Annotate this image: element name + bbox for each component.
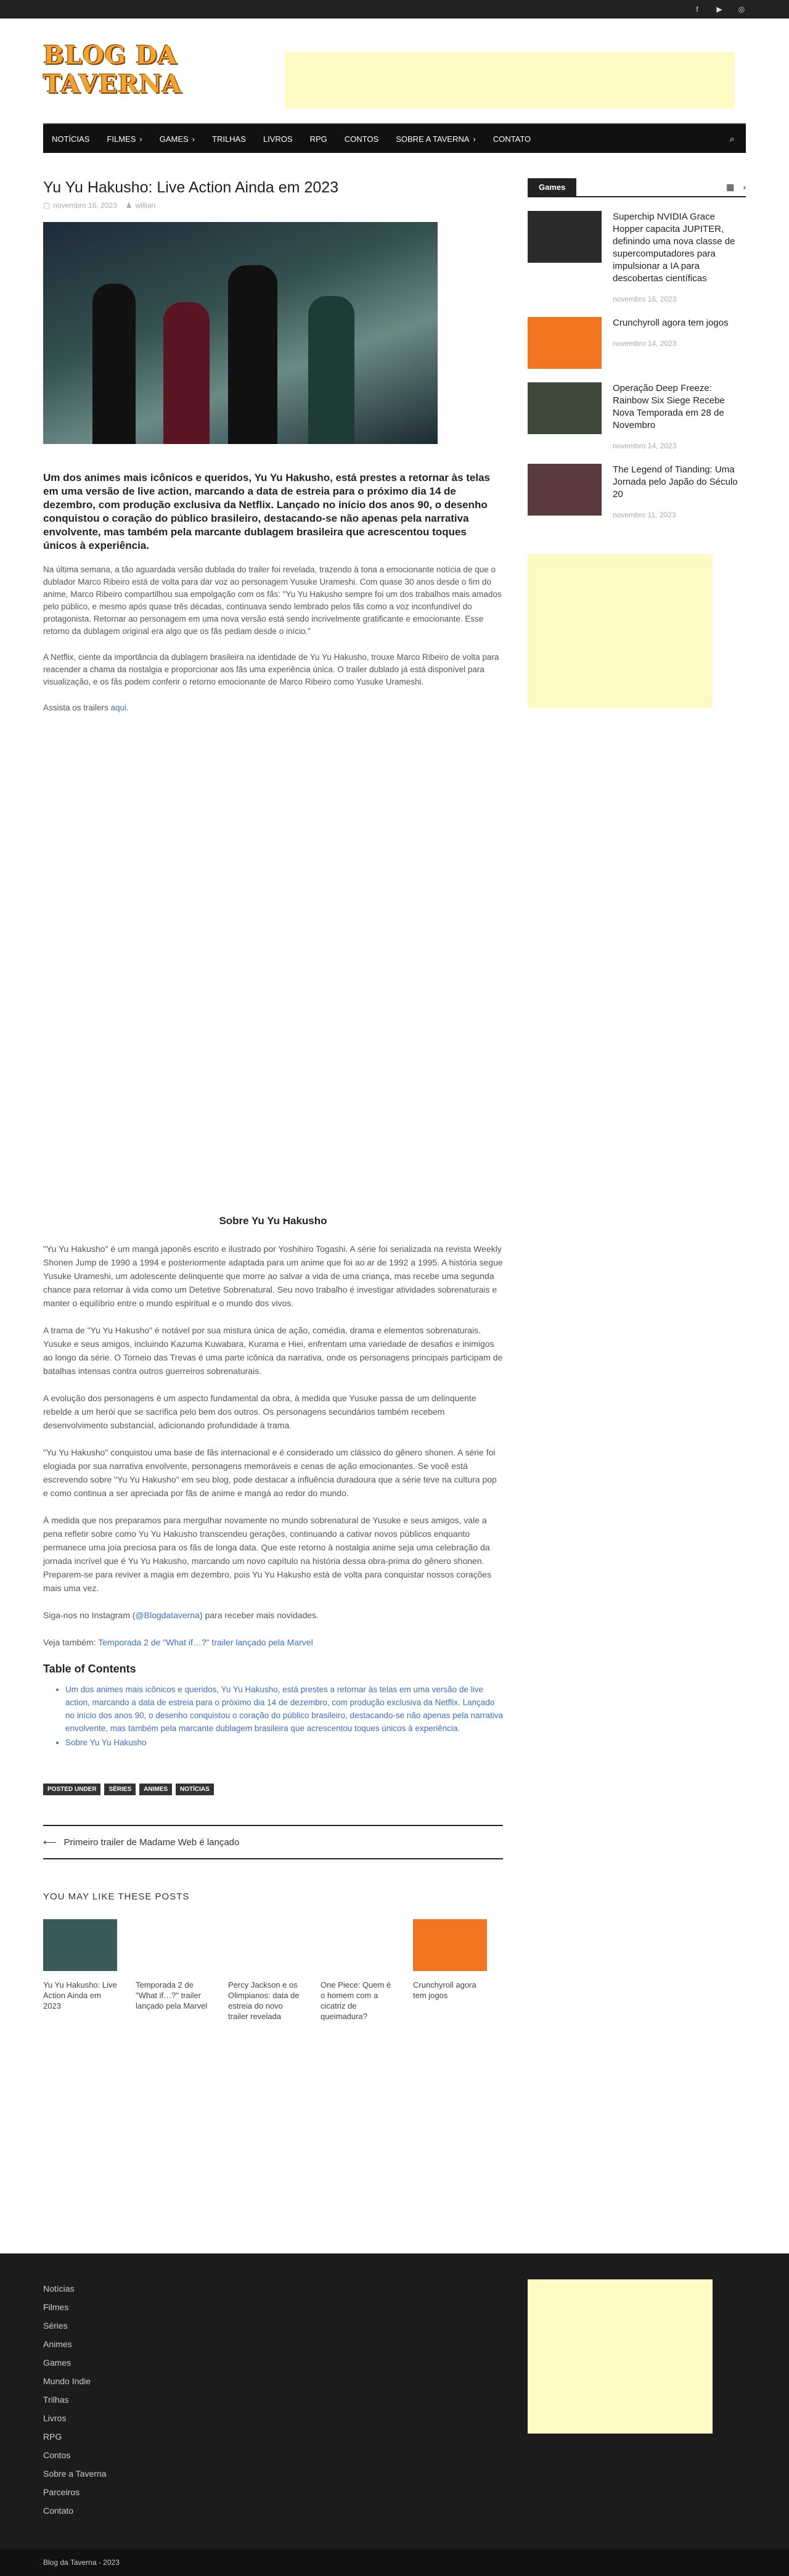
related-post-thumbnail[interactable] bbox=[136, 1919, 210, 1971]
search-icon[interactable]: ⌕ bbox=[729, 133, 735, 144]
article-paragraph: "Yu Yu Hakusho" conquistou uma base de fãs internacional e é considerado um clássico do gênero shonen. A série foi elogiada por sua narrativa envolvente, personagens memoráveis e cenas de ação emocionantes. Se você está escrevendo sobre "Yu Yu Hakusho" em seu blog, pode destacar a influência duradoura que a série teve na cultura pop e como continua a ser apreciada por fãs de anime e mangá ao redor do mundo. bbox=[43, 1447, 497, 1498]
toc-item[interactable]: • Um dos animes mais icônicos e queridos, Yu Yu Hakusho, está prestes a retornar às telas em uma versão de live action, marcando a data de estreia para o próximo dia 14 de dezembro, com produção exclusiva da Netflix. Lançado no início dos anos 90, o desenho conquistou o coração do público brasileiro, destacando-se não apenas pela narrativa envolvente, mas também pela marcante dublagem brasileira que acrescentou toques únicos à experiência. bbox=[65, 1683, 503, 1735]
sidebar-post-thumbnail[interactable] bbox=[528, 464, 602, 516]
tag-noticias[interactable]: NOTÍCIAS bbox=[176, 1784, 214, 1795]
nav-item-filmes[interactable] bbox=[98, 125, 150, 153]
instagram-icon[interactable]: ◎ bbox=[738, 5, 745, 14]
previous-post-title: Primeiro trailer de Madame Web é lançado bbox=[63, 1837, 240, 1848]
grid-icon[interactable]: ▦ bbox=[726, 182, 735, 192]
footer-link[interactable]: Notícias bbox=[43, 2284, 75, 2294]
chevron-down-icon: › bbox=[192, 134, 195, 144]
sidebar bbox=[528, 178, 746, 708]
sidebar-post-thumbnail[interactable] bbox=[528, 317, 602, 369]
arrow-left-icon: ⟵ bbox=[43, 1837, 57, 1848]
related-post-card[interactable] bbox=[228, 1919, 302, 2022]
footer-link[interactable]: Filmes bbox=[43, 2302, 69, 2312]
ig-text: Siga-nos no Instagram ( bbox=[43, 1610, 136, 1620]
related-post-thumbnail[interactable] bbox=[413, 1919, 487, 1971]
post-author-name: willian bbox=[135, 201, 156, 210]
footer-link[interactable]: Livros bbox=[43, 2413, 67, 2423]
footer-link[interactable]: Séries bbox=[43, 2321, 68, 2331]
post-tags bbox=[43, 1784, 503, 1795]
article-paragraph: À medida que nos preparamos para mergulhar novamente no mundo sobrenatural de Yusuke e seus amigos, vale a pena refletir sobre como Yu Yu Hakusho transcendeu gerações, continuando a cativar novos públicos enquanto permanece uma joia preciosa para os fãs de longa data. Que este retorno à nostalgia anime seja uma celebração da jornada incrível que é Yu Yu Hakusho, marcando um novo capítulo na história dessa obra-prima do gênero shonen. Preparem-se para reviver a magia em dezembro, pois Yu Yu Hakusho está de volta para conquistar nossos corações mais uma vez. bbox=[43, 1515, 492, 1593]
nav-item-rpg[interactable] bbox=[301, 125, 336, 153]
nav-item-livros[interactable] bbox=[255, 125, 301, 153]
sidebar-post-date: novembro 11, 2023 bbox=[613, 511, 676, 519]
nav-item-label: SOBRE A TAVERNA bbox=[396, 134, 470, 144]
toc-list bbox=[65, 1683, 503, 1749]
site-logo[interactable] bbox=[43, 41, 277, 99]
related-post-title[interactable]: Crunchyroll agora tem jogos bbox=[413, 1980, 476, 2000]
nav-item-notícias[interactable] bbox=[43, 125, 98, 153]
nav-item-label: GAMES bbox=[159, 134, 189, 144]
related-posts-heading: YOU MAY LIKE THESE POSTS bbox=[43, 1891, 190, 1902]
nav-item-trilhas[interactable] bbox=[203, 125, 255, 153]
footer-link[interactable]: Parceiros bbox=[43, 2487, 80, 2497]
chevron-right-icon[interactable]: › bbox=[743, 182, 746, 192]
sidebar-post-date: novembro 16, 2023 bbox=[613, 295, 677, 303]
youtube-icon[interactable]: ▶ bbox=[716, 5, 722, 14]
footer-link[interactable]: Sobre a Taverna bbox=[43, 2469, 107, 2479]
previous-post-link[interactable] bbox=[43, 1825, 503, 1859]
sidebar-post[interactable] bbox=[528, 211, 746, 303]
embedded-video-area bbox=[43, 714, 503, 1215]
article-paragraph: "Yu Yu Hakusho" é um mangá japonês escrito e ilustrado por Yoshihiro Togashi. A série foi serializada na revista Weekly Shonen Jump de 1990 a 1994 e posteriormente adaptada para um anime que foi ao ar de 1992 a 1995. A história segue Yusuke Urameshi, um adolescente delinquente que morre ao salvar a vida de uma criança, mas recebe uma segunda chance para retornar à vida como um Detetive Sobrenatural. Seu novo trabalho é investigar atividades sobrenaturais e manter o equilíbrio entre o mundo espiritual e o mundo dos vivos. bbox=[43, 1244, 503, 1308]
facebook-icon[interactable]: f bbox=[696, 5, 698, 14]
header-ad-banner[interactable] bbox=[285, 52, 735, 109]
nav-item-contos[interactable] bbox=[336, 125, 387, 153]
site-footer bbox=[0, 2253, 789, 2576]
section-heading-sobre: Sobre Yu Yu Hakusho bbox=[219, 1215, 327, 1227]
sidebar-post-title[interactable]: Superchip NVIDIA Grace Hopper capacita JUPITER, definindo uma nova classe de supercomputadores para impulsionar a IA para descobertas científicas bbox=[613, 212, 735, 284]
sidebar-post-date: novembro 14, 2023 bbox=[613, 442, 677, 450]
calendar-icon: ▢ bbox=[43, 201, 51, 210]
user-icon: ♟ bbox=[125, 201, 133, 210]
site-header bbox=[43, 19, 746, 105]
related-post-title[interactable]: One Piece: Quem é o homem com a cicatriz de queimadura? bbox=[321, 1980, 391, 2021]
footer-link[interactable]: Animes bbox=[43, 2339, 72, 2349]
nav-item-label: FILMES bbox=[107, 134, 136, 144]
top-bar bbox=[0, 0, 789, 19]
footer-ad-banner[interactable] bbox=[528, 2279, 713, 2434]
logo-text: BLOG DA TAVERNA bbox=[43, 41, 182, 99]
tag-animes[interactable]: ANIMES bbox=[139, 1784, 172, 1795]
related-post-card[interactable] bbox=[136, 1919, 210, 2022]
see-also-paragraph bbox=[43, 1636, 503, 1649]
article-content bbox=[43, 178, 503, 2022]
nav-item-label: TRILHAS bbox=[212, 134, 246, 144]
featured-image bbox=[43, 222, 438, 444]
related-post-thumbnail[interactable] bbox=[228, 1919, 302, 1971]
footer-link[interactable]: Games bbox=[43, 2358, 72, 2368]
trailer-suffix: . bbox=[126, 703, 129, 712]
copyright-bar bbox=[0, 2549, 789, 2576]
tags-label: POSTED UNDER bbox=[43, 1784, 100, 1795]
toc-item[interactable]: • Sobre Yu Yu Hakusho bbox=[65, 1736, 503, 1749]
related-post-card[interactable] bbox=[413, 1919, 487, 2022]
related-post-thumbnail[interactable] bbox=[43, 1919, 117, 1971]
article-paragraph: A Netflix, ciente da importância da dublagem brasileira na identidade de Yu Yu Hakusho, trouxe Marco Ribeiro de volta para reacender a chama da nostalgia e proporcionar aos fãs uma experiência única. O trailer dublado já está disponível para visualização, e os fãs podem conferir o retorno emocionante de Marco Ribeiro como Yusuke Urameshi. bbox=[43, 652, 499, 686]
social-links bbox=[693, 5, 746, 14]
related-post-card[interactable] bbox=[321, 1919, 394, 2022]
sidebar-post-title[interactable]: Operação Deep Freeze: Rainbow Six Siege Recebe Nova Temporada em 28 de Novembro bbox=[613, 383, 725, 430]
see-also-link[interactable]: Temporada 2 de "What if…?" trailer lançado pela Marvel bbox=[98, 1637, 313, 1647]
related-post-thumbnail[interactable] bbox=[321, 1919, 394, 1971]
chevron-down-icon: › bbox=[473, 134, 476, 144]
article-paragraph: A trama de "Yu Yu Hakusho" é notável por sua mistura única de ação, comédia, drama e elementos sobrenaturais. Yusuke e seus amigos, incluindo Kazuma Kuwabara, Kurama e Hiei, enfrentam uma variedade de desafios e inimigos ao longo da série. O Torneio das Trevas é uma parte icônica da narrativa, onde os personagens principais participam de batalhas intensas contra outros guerreiros sobrenaturais. bbox=[43, 1325, 503, 1376]
footer-link[interactable]: Mundo Indie bbox=[43, 2376, 91, 2386]
footer-link[interactable]: Contos bbox=[43, 2450, 71, 2460]
sidebar-post-date: novembro 14, 2023 bbox=[613, 339, 677, 348]
sidebar-post[interactable] bbox=[528, 317, 746, 369]
trailer-text: Assista os trailers bbox=[43, 703, 111, 712]
copyright-text: Blog da Taverna - 2023 bbox=[43, 2558, 120, 2567]
sidebar-post[interactable] bbox=[528, 382, 746, 450]
related-post-title[interactable]: Yu Yu Hakusho: Live Action Ainda em 2023 bbox=[43, 1980, 117, 2010]
sidebar-post-list bbox=[528, 211, 746, 519]
instagram-link[interactable]: @Blogdataverna bbox=[135, 1610, 200, 1620]
post-author[interactable] bbox=[126, 201, 155, 210]
toc-title: Table of Contents bbox=[43, 1663, 136, 1675]
sidebar-post[interactable] bbox=[528, 464, 746, 519]
footer-link[interactable]: Trilhas bbox=[43, 2395, 69, 2405]
article-lead: Um dos animes mais icônicos e queridos, Yu Yu Hakusho, está prestes a retornar às telas em uma versão de live action, marcando a data de estreia para o próximo dia 14 de dezembro, com produção exclusiva da Netflix. Lançado no início dos anos 90, o desenho conquistou o coração do público brasileiro, destacando-se não apenas pela narrativa envolvente, mas também pela marcante dublagem brasileira que acrescentou toques únicos à experiência. bbox=[43, 472, 490, 551]
article-paragraph: Na última semana, a tão aguardada versão dublada do trailer foi revelada, trazendo à tona a emocionante notícia de que o dublador Marco Ribeiro está de volta para dar voz ao personagem Yusuke Urameshi. Com quase 30 anos desde o fim do anime, Marco Ribeiro compartilhou sua empolgação com os fãs: "Yu Yu Hakusho sempre foi um dos trabalhos mais amados pelo público, e mesmo após quase três décadas, continuava sendo lembrado pelos fãs como a voz inconfundível do protagonista. Retornar ao personagem em uma nova versão está sendo incrivelmente gratificante e emocionante. Esse retorno da dublagem original era algo que os fãs pediam desde o início." bbox=[43, 565, 502, 636]
post-meta bbox=[43, 201, 503, 210]
sidebar-post-title[interactable]: Crunchyroll agora tem jogos bbox=[613, 318, 729, 328]
sidebar-post-thumbnail[interactable] bbox=[528, 211, 602, 263]
chevron-down-icon: › bbox=[139, 134, 142, 144]
main-navigation bbox=[43, 123, 746, 153]
related-post-title[interactable]: Temporada 2 de "What if…?" trailer lançado pela Marvel bbox=[136, 1980, 208, 2010]
tag-series[interactable]: SÉRIES bbox=[104, 1784, 136, 1795]
sidebar-widget-title: Games bbox=[528, 178, 576, 196]
sidebar-post-thumbnail[interactable] bbox=[528, 382, 602, 434]
article-paragraph: A evolução dos personagens é um aspecto fundamental da obra, à medida que Yusuke passa de um delinquente rebelde a um herói que se sacrifica pelo bem dos outros. Os personagens secundários também recebem desenvolvimento substancial, adicionando profundidade à trama. bbox=[43, 1393, 476, 1430]
sidebar-widget-header bbox=[528, 178, 746, 197]
footer-link[interactable]: RPG bbox=[43, 2432, 62, 2442]
ig-suffix: ) para receber mais novidades. bbox=[199, 1610, 319, 1620]
nav-item-label: LIVROS bbox=[263, 134, 293, 144]
sidebar-ad-banner[interactable] bbox=[528, 554, 713, 708]
trailer-link[interactable]: aqui bbox=[110, 703, 127, 712]
post-date bbox=[43, 201, 117, 210]
nav-item-label: CONTATO bbox=[493, 134, 531, 144]
nav-item-label: RPG bbox=[309, 134, 327, 144]
related-posts bbox=[43, 1919, 503, 2022]
nav-item-label: NOTÍCIAS bbox=[52, 134, 90, 144]
nav-item-sobre-a-taverna[interactable] bbox=[387, 125, 484, 153]
instagram-paragraph bbox=[43, 1608, 503, 1622]
page-title: Yu Yu Hakusho: Live Action Ainda em 2023 bbox=[43, 179, 339, 196]
nav-item-games[interactable] bbox=[151, 125, 203, 153]
see-also-text: Veja também: bbox=[43, 1637, 99, 1647]
footer-links bbox=[43, 2279, 106, 2520]
nav-item-label: CONTOS bbox=[344, 134, 379, 144]
nav-item-contato[interactable] bbox=[484, 125, 539, 153]
sidebar-controls bbox=[726, 182, 746, 196]
post-date-text: novembro 16, 2023 bbox=[53, 201, 117, 210]
related-post-title[interactable]: Percy Jackson e os Olimpianos: data de estreia do novo trailer revelada bbox=[228, 1980, 300, 2021]
sidebar-post-title[interactable]: The Legend of Tianding: Uma Jornada pelo Japão do Século 20 bbox=[613, 464, 738, 500]
related-post-card[interactable] bbox=[43, 1919, 117, 2022]
footer-link[interactable]: Contato bbox=[43, 2506, 74, 2516]
trailer-paragraph bbox=[43, 702, 503, 714]
